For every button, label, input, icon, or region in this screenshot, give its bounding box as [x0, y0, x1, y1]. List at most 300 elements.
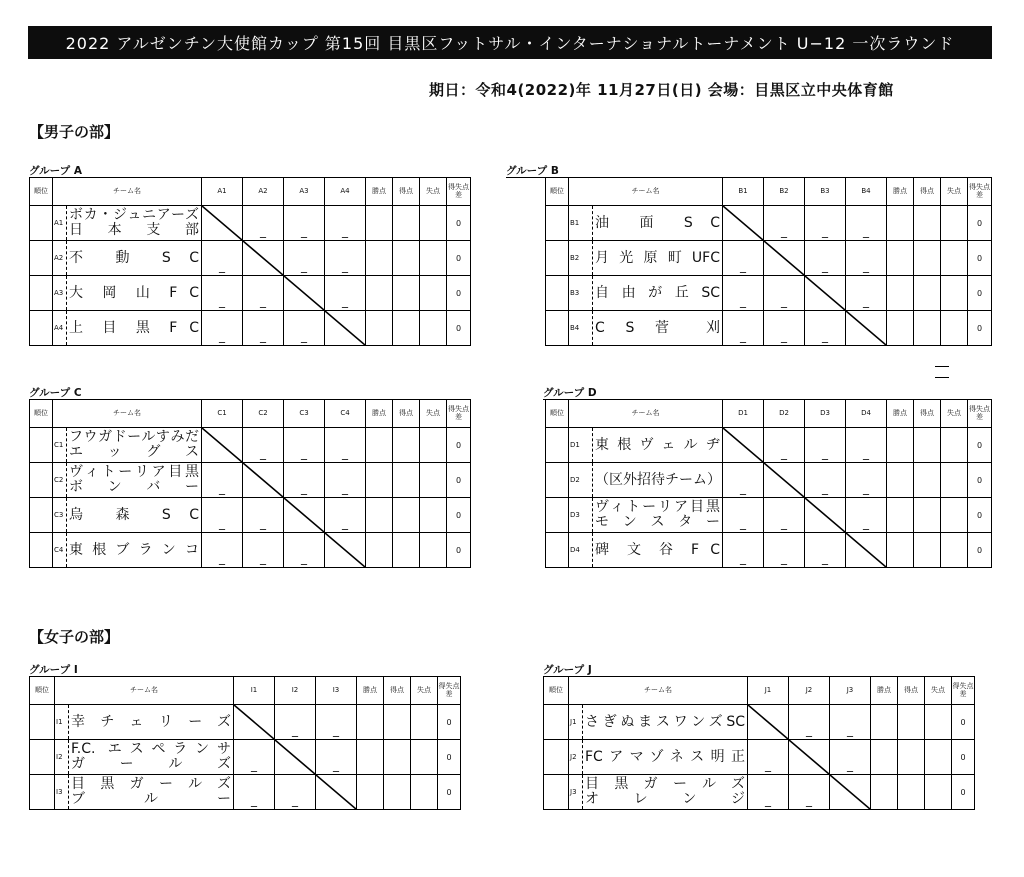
team-name-line-1: ヴィトーリア目黒 — [69, 464, 199, 481]
self-match-diagonal — [284, 498, 325, 533]
empty-result-mark: _ — [219, 480, 225, 495]
self-match-diagonal — [805, 276, 846, 311]
team-name-cell — [583, 775, 748, 810]
empty-result-mark: _ — [301, 550, 307, 565]
rank-cell — [30, 463, 53, 498]
header-opponent-c2: C2 — [243, 400, 284, 428]
team-name-line-1: 油 面 S C — [595, 214, 720, 231]
team-id: J2 — [569, 740, 583, 775]
team-name — [585, 713, 745, 731]
header-opponent-a4: A4 — [325, 178, 366, 206]
group-i-label: グループ I — [29, 664, 78, 676]
goals-for-cell — [914, 276, 941, 311]
self-match-diagonal — [316, 775, 357, 810]
goals-for-cell — [914, 428, 941, 463]
team-name — [585, 777, 745, 806]
match-result-cell — [325, 206, 366, 241]
goals-for-cell — [393, 241, 420, 276]
goals-against-cell — [925, 740, 952, 775]
empty-result-mark: _ — [219, 328, 225, 343]
self-match-diagonal — [764, 241, 805, 276]
empty-result-mark: _ — [781, 550, 787, 565]
empty-result-mark: _ — [765, 792, 771, 807]
empty-result-mark: _ — [863, 480, 869, 495]
match-result-cell — [325, 276, 366, 311]
empty-result-mark: _ — [260, 445, 266, 460]
team-row — [30, 498, 471, 533]
empty-result-mark: _ — [342, 293, 348, 308]
match-result-cell — [325, 428, 366, 463]
girls-section-title: 【女子の部】 — [29, 628, 120, 646]
goal-difference-cell: 0 — [968, 206, 992, 241]
header-goals-for: 得点 — [393, 178, 420, 206]
rank-cell — [546, 276, 569, 311]
team-id: C4 — [53, 533, 67, 568]
match-result-cell — [202, 498, 243, 533]
goal-difference-cell: 0 — [438, 775, 461, 810]
match-result-cell — [805, 206, 846, 241]
header-goals-against: 失点 — [411, 677, 438, 705]
team-name-line-1: 目黒ガールズ — [585, 776, 745, 793]
rank-cell — [30, 498, 53, 533]
empty-result-mark: _ — [260, 550, 266, 565]
match-result-cell — [243, 311, 284, 346]
team-name-line-1: 碑 文 谷 F C — [595, 541, 720, 558]
team-row — [30, 775, 461, 810]
header-opponent-b3: B3 — [805, 178, 846, 206]
points-cell — [887, 206, 914, 241]
header-opponent-d4: D4 — [846, 400, 887, 428]
team-name-line-1: さぎぬまスワンズSC — [585, 713, 745, 730]
empty-result-mark: _ — [342, 223, 348, 238]
empty-result-mark: _ — [781, 515, 787, 530]
goals-for-cell — [393, 463, 420, 498]
group-b-standings — [545, 177, 992, 346]
points-cell — [871, 740, 898, 775]
team-name-line-1: C S 菅 刈 — [595, 319, 720, 336]
match-result-cell — [284, 533, 325, 568]
empty-result-mark: _ — [333, 757, 339, 772]
goals-for-cell — [393, 533, 420, 568]
team-name — [585, 748, 745, 766]
points-cell — [366, 463, 393, 498]
goals-against-cell — [411, 775, 438, 810]
match-result-cell — [846, 498, 887, 533]
goals-for-cell — [393, 311, 420, 346]
team-row — [544, 705, 975, 740]
match-result-cell — [325, 463, 366, 498]
header-rank: 順位 — [544, 677, 569, 705]
match-result-cell — [748, 775, 789, 810]
team-name-cell — [593, 533, 723, 568]
goals-against-cell — [941, 428, 968, 463]
match-result-cell — [202, 311, 243, 346]
boys-section-title: 【男子の部】 — [29, 123, 120, 141]
match-result-cell — [243, 498, 284, 533]
self-match-diagonal — [325, 311, 366, 346]
goal-difference-cell: 0 — [968, 498, 992, 533]
rank-cell — [30, 276, 53, 311]
team-name — [69, 249, 199, 267]
team-row — [544, 740, 975, 775]
goals-against-cell — [420, 241, 447, 276]
rank-cell — [544, 775, 569, 810]
team-name-line-2: ボ ン バ ー — [69, 479, 199, 495]
team-name — [69, 541, 199, 559]
team-name-line-1: 幸チェリーズ — [71, 713, 231, 730]
rank-cell — [30, 775, 55, 810]
points-cell — [887, 498, 914, 533]
goals-for-cell — [898, 705, 925, 740]
match-result-cell — [202, 533, 243, 568]
match-result-cell — [243, 428, 284, 463]
rank-cell — [546, 241, 569, 276]
team-name-cell — [67, 428, 202, 463]
team-id: D4 — [569, 533, 593, 568]
header-team-name: チーム名 — [569, 400, 723, 428]
team-row — [546, 428, 992, 463]
header-opponent-i2: I2 — [275, 677, 316, 705]
goals-against-cell — [411, 705, 438, 740]
rank-cell — [30, 428, 53, 463]
self-match-diagonal — [243, 463, 284, 498]
match-result-cell — [805, 463, 846, 498]
match-result-cell — [243, 206, 284, 241]
team-name — [71, 777, 231, 806]
team-name-line-2: 日 本 支 部 — [69, 222, 199, 238]
team-id: B1 — [569, 206, 593, 241]
rank-cell — [544, 740, 569, 775]
goal-difference-cell: 0 — [968, 428, 992, 463]
points-cell — [357, 740, 384, 775]
match-result-cell — [764, 533, 805, 568]
goal-difference-cell: 0 — [447, 463, 471, 498]
team-name-line-2: モ ン ス タ ー — [595, 514, 720, 530]
empty-result-mark: _ — [781, 445, 787, 460]
team-name-line-1: 上 目 黒 F C — [69, 319, 199, 336]
goal-difference-cell: 0 — [968, 311, 992, 346]
team-name-cell — [69, 775, 234, 810]
points-cell — [357, 775, 384, 810]
header-goal-difference: 得失点差 — [447, 400, 471, 428]
group-c-label: グループ C — [29, 387, 82, 399]
empty-result-mark: _ — [301, 445, 307, 460]
match-result-cell — [764, 428, 805, 463]
match-result-cell — [723, 463, 764, 498]
team-row — [30, 533, 471, 568]
empty-result-mark: _ — [781, 328, 787, 343]
header-goals-for: 得点 — [898, 677, 925, 705]
empty-result-mark: _ — [765, 757, 771, 772]
header-rank: 順位 — [30, 178, 53, 206]
match-result-cell — [723, 533, 764, 568]
team-row — [544, 775, 975, 810]
points-cell — [366, 498, 393, 533]
rank-cell — [30, 533, 53, 568]
goals-for-cell — [898, 740, 925, 775]
goals-for-cell — [914, 311, 941, 346]
team-id: D1 — [569, 428, 593, 463]
goal-difference-cell: 0 — [447, 498, 471, 533]
match-result-cell — [805, 241, 846, 276]
header-goal-difference: 得失点差 — [968, 400, 992, 428]
team-id: I3 — [55, 775, 69, 810]
team-row — [546, 241, 992, 276]
match-result-cell — [243, 533, 284, 568]
team-id: A2 — [53, 241, 67, 276]
empty-result-mark: _ — [740, 515, 746, 530]
rank-cell — [546, 463, 569, 498]
group-j-standings — [543, 676, 975, 810]
group-b-label: グループ B — [506, 165, 559, 177]
header-goals-against: 失点 — [420, 178, 447, 206]
team-name — [595, 284, 720, 302]
goals-for-cell — [393, 498, 420, 533]
team-id: D3 — [569, 498, 593, 533]
match-result-cell — [275, 705, 316, 740]
match-result-cell — [284, 241, 325, 276]
team-id: C1 — [53, 428, 67, 463]
empty-result-mark: _ — [863, 515, 869, 530]
match-result-cell — [748, 740, 789, 775]
header-team-name: チーム名 — [55, 677, 234, 705]
team-id: A1 — [53, 206, 67, 241]
header-opponent-d2: D2 — [764, 400, 805, 428]
match-result-cell — [830, 705, 871, 740]
header-opponent-b2: B2 — [764, 178, 805, 206]
header-opponent-a1: A1 — [202, 178, 243, 206]
match-result-cell — [805, 311, 846, 346]
empty-result-mark: _ — [863, 258, 869, 273]
team-name-line-1: 烏 森 S C — [69, 506, 199, 523]
empty-result-mark: _ — [292, 792, 298, 807]
self-match-diagonal — [234, 705, 275, 740]
empty-result-mark: _ — [822, 328, 828, 343]
header-opponent-a3: A3 — [284, 178, 325, 206]
stray-double-line — [935, 366, 949, 378]
team-id: I1 — [55, 705, 69, 740]
goal-difference-cell: 0 — [447, 311, 471, 346]
empty-result-mark: _ — [301, 480, 307, 495]
empty-result-mark: _ — [219, 550, 225, 565]
team-name — [69, 430, 199, 459]
goal-difference-cell: 0 — [968, 463, 992, 498]
team-name-cell — [583, 740, 748, 775]
match-result-cell — [830, 740, 871, 775]
team-name — [69, 284, 199, 302]
goal-difference-cell: 0 — [447, 276, 471, 311]
team-id: C2 — [53, 463, 67, 498]
header-team-name: チーム名 — [53, 400, 202, 428]
team-name-cell — [583, 705, 748, 740]
header-points: 勝点 — [366, 178, 393, 206]
team-name-cell — [593, 463, 723, 498]
team-id: C3 — [53, 498, 67, 533]
header-rank: 順位 — [546, 400, 569, 428]
empty-result-mark: _ — [781, 223, 787, 238]
match-result-cell — [789, 775, 830, 810]
team-name-cell — [593, 206, 723, 241]
match-result-cell — [723, 241, 764, 276]
goal-difference-cell: 0 — [952, 740, 975, 775]
team-name-line-1: F.C. エスペランサ — [71, 741, 231, 758]
team-row — [30, 705, 461, 740]
team-id: I2 — [55, 740, 69, 775]
match-result-cell — [789, 705, 830, 740]
empty-result-mark: _ — [342, 445, 348, 460]
group-i-standings — [29, 676, 461, 810]
self-match-diagonal — [202, 428, 243, 463]
goals-against-cell — [420, 206, 447, 241]
team-name-cell — [593, 241, 723, 276]
self-match-diagonal — [243, 241, 284, 276]
match-result-cell — [284, 463, 325, 498]
match-result-cell — [723, 276, 764, 311]
team-id: D2 — [569, 463, 593, 498]
match-result-cell — [764, 498, 805, 533]
team-id: B4 — [569, 311, 593, 346]
self-match-diagonal — [275, 740, 316, 775]
header-opponent-c4: C4 — [325, 400, 366, 428]
tournament-banner: 2022 アルゼンチン大使館カップ 第15回 目黒区フットサル・インターナショナルトーナメント U−12 一次ラウンド — [28, 26, 992, 59]
header-goal-difference: 得失点差 — [952, 677, 975, 705]
goal-difference-cell: 0 — [447, 533, 471, 568]
points-cell — [887, 276, 914, 311]
goals-against-cell — [941, 206, 968, 241]
points-cell — [366, 241, 393, 276]
goal-difference-cell: 0 — [447, 206, 471, 241]
team-name-line-1: ボカ・ジュニアーズ — [69, 207, 199, 224]
match-result-cell — [764, 276, 805, 311]
empty-result-mark: _ — [806, 792, 812, 807]
goals-for-cell — [914, 533, 941, 568]
team-name-line-1: 月光原町UFC — [595, 249, 720, 266]
empty-result-mark: _ — [219, 515, 225, 530]
self-match-diagonal — [764, 463, 805, 498]
header-opponent-a2: A2 — [243, 178, 284, 206]
match-result-cell — [846, 241, 887, 276]
team-name-line-2: エ ッ グ ス — [69, 444, 199, 460]
goal-difference-cell: 0 — [438, 705, 461, 740]
points-cell — [366, 311, 393, 346]
rank-cell — [30, 311, 53, 346]
header-opponent-b4: B4 — [846, 178, 887, 206]
team-row — [30, 740, 461, 775]
team-name — [69, 465, 199, 494]
rank-cell — [30, 241, 53, 276]
empty-result-mark: _ — [260, 515, 266, 530]
team-name-line-1: （区外招待チーム） — [595, 471, 721, 488]
team-name-cell — [67, 276, 202, 311]
self-match-diagonal — [846, 311, 887, 346]
team-name-cell — [67, 498, 202, 533]
self-match-diagonal — [723, 428, 764, 463]
empty-result-mark: _ — [863, 293, 869, 308]
header-opponent-c3: C3 — [284, 400, 325, 428]
self-match-diagonal — [723, 206, 764, 241]
team-name-line-2: ガ ー ル ズ — [71, 756, 231, 772]
empty-result-mark: _ — [822, 480, 828, 495]
empty-result-mark: _ — [260, 328, 266, 343]
match-result-cell — [202, 241, 243, 276]
group-a-standings — [29, 177, 471, 346]
team-name-cell — [67, 206, 202, 241]
team-id: B3 — [569, 276, 593, 311]
team-name — [595, 214, 720, 232]
match-result-cell — [284, 311, 325, 346]
goals-against-cell — [420, 463, 447, 498]
empty-result-mark: _ — [251, 757, 257, 772]
empty-result-mark: _ — [847, 757, 853, 772]
date-venue-line: 期日：令和4(2022)年 11月27日(日) 会場：目黒区立中央体育館 — [429, 81, 894, 99]
goals-against-cell — [941, 498, 968, 533]
match-result-cell — [325, 241, 366, 276]
points-cell — [887, 311, 914, 346]
team-name-line-1: 大 岡 山 F C — [69, 284, 199, 301]
match-result-cell — [325, 498, 366, 533]
match-result-cell — [846, 428, 887, 463]
empty-result-mark: _ — [806, 722, 812, 737]
team-id: A4 — [53, 311, 67, 346]
match-result-cell — [234, 775, 275, 810]
header-points: 勝点 — [366, 400, 393, 428]
team-row — [546, 311, 992, 346]
match-result-cell — [723, 311, 764, 346]
header-team-name: チーム名 — [569, 178, 723, 206]
goals-for-cell — [384, 775, 411, 810]
goal-difference-cell: 0 — [447, 428, 471, 463]
points-cell — [887, 241, 914, 276]
header-rank: 順位 — [30, 677, 55, 705]
group-a-label: グループ A — [29, 165, 82, 177]
goals-against-cell — [420, 533, 447, 568]
match-result-cell — [316, 705, 357, 740]
team-name-line-1: FCアマゾネス明正 — [585, 748, 745, 765]
header-goal-difference: 得失点差 — [968, 178, 992, 206]
team-name — [595, 319, 720, 337]
team-row — [546, 533, 992, 568]
empty-result-mark: _ — [822, 445, 828, 460]
team-name — [69, 319, 199, 337]
rank-cell — [546, 498, 569, 533]
header-points: 勝点 — [871, 677, 898, 705]
goals-against-cell — [925, 705, 952, 740]
team-name-line-2: オ レ ン ジ — [585, 791, 745, 807]
team-name-cell — [67, 241, 202, 276]
rank-cell — [30, 206, 53, 241]
match-result-cell — [764, 206, 805, 241]
empty-result-mark: _ — [333, 722, 339, 737]
match-result-cell — [846, 276, 887, 311]
empty-result-mark: _ — [342, 515, 348, 530]
header-points: 勝点 — [357, 677, 384, 705]
header-opponent-j3: J3 — [830, 677, 871, 705]
header-opponent-d1: D1 — [723, 400, 764, 428]
team-name — [595, 500, 720, 529]
self-match-diagonal — [202, 206, 243, 241]
team-name-line-1: 自由が丘SC — [595, 284, 720, 301]
goal-difference-cell: 0 — [968, 276, 992, 311]
team-row — [546, 498, 992, 533]
match-result-cell — [764, 311, 805, 346]
team-id: J3 — [569, 775, 583, 810]
goals-for-cell — [393, 428, 420, 463]
empty-result-mark: _ — [740, 258, 746, 273]
team-name-cell — [69, 705, 234, 740]
goals-for-cell — [914, 498, 941, 533]
goal-difference-cell: 0 — [438, 740, 461, 775]
goal-difference-cell: 0 — [447, 241, 471, 276]
